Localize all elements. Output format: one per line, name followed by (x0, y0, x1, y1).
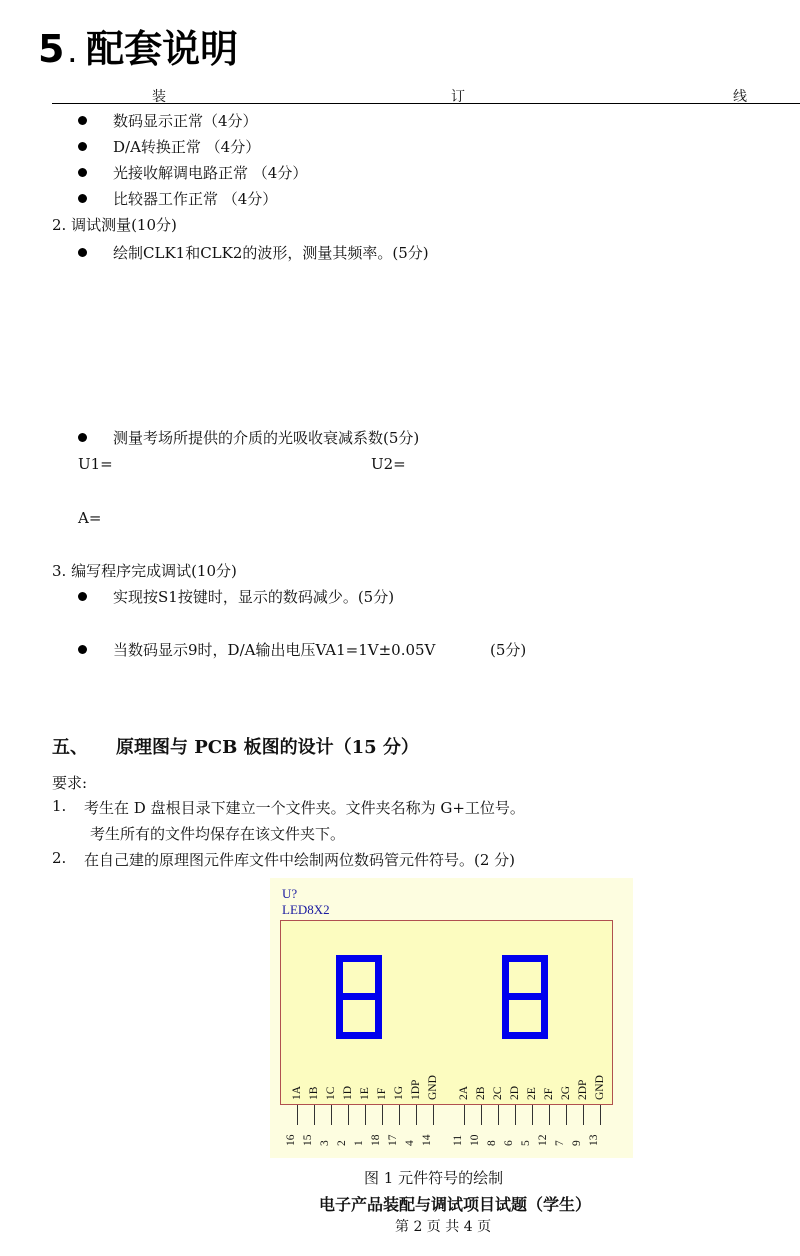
pin-name: GND (427, 1075, 439, 1100)
pin-number: 3 (319, 1140, 331, 1146)
item3-bullet-2: 当数码显示9时，D/A输出电压VA1=1V±0.05V (113, 641, 436, 659)
pin-number: 12 (537, 1134, 549, 1146)
pin-name: 1G (393, 1085, 405, 1100)
seven-segment-digit-1 (336, 955, 382, 1039)
pin-number: 2 (336, 1140, 348, 1146)
pin-name: 1E (359, 1087, 371, 1100)
component-designator: U? (282, 886, 298, 901)
pin-number: 7 (554, 1140, 566, 1146)
pin-number: 11 (452, 1134, 464, 1146)
pin-name: 2B (475, 1086, 487, 1100)
pin-name: 2E (526, 1087, 538, 1100)
requirements-label: 要求: (52, 774, 88, 792)
pin-number: 18 (370, 1134, 382, 1146)
section5-heading (52, 733, 419, 759)
item3-title: 3. 编写程序完成调试(10分) (52, 562, 237, 580)
req2-number: 2. (52, 849, 67, 867)
pin-name: 1B (308, 1086, 320, 1100)
pin-number: 4 (404, 1140, 416, 1146)
pin-name: 2DP (577, 1079, 589, 1100)
pin-name: 2C (492, 1086, 504, 1100)
bullet-icon (78, 645, 87, 654)
bullet-icon (78, 168, 87, 177)
bullet-icon (78, 116, 87, 125)
binding-char-zhuang: 装 (152, 89, 166, 105)
pin-number: 5 (520, 1140, 532, 1146)
pin-number: 13 (588, 1134, 600, 1146)
heading-title: 配套说明 (86, 27, 239, 71)
pin-name: 1C (325, 1086, 337, 1100)
section5-number: 五、 (52, 737, 88, 758)
req1-line1: 考生在 D 盘根目录下建立一个文件夹。文件夹名称为 G+工位号。 (84, 799, 525, 817)
req1-line2: 考生所有的文件均保存在该文件夹下。 (90, 825, 346, 843)
pin-name: 1D (342, 1085, 354, 1100)
pin-number: 17 (387, 1134, 399, 1146)
pin-number: 14 (421, 1134, 433, 1146)
component-part-name: LED8X2 (282, 902, 330, 917)
pin-number: 15 (302, 1134, 314, 1146)
pin-name: 1A (291, 1085, 303, 1100)
pin-name: 2D (509, 1085, 521, 1100)
footer-title: 电子产品装配与调试项目试题（学生） (319, 1195, 592, 1214)
req1-number: 1. (52, 797, 67, 815)
pin-number: 9 (571, 1140, 583, 1146)
bullet-icon (78, 142, 87, 151)
bullet-icon (78, 194, 87, 203)
pin-name: 2G (560, 1085, 572, 1100)
section-heading (38, 18, 238, 73)
pin-number: 1 (353, 1140, 365, 1146)
pin-name: 2F (543, 1087, 555, 1100)
item2-bullet-2: 测量考场所提供的介质的光吸收衰减系数(5分) (113, 429, 420, 447)
pin-name: 1DP (410, 1079, 422, 1100)
item3-bullet-1: 实现按S1按键时，显示的数码减少。(5分) (113, 588, 395, 606)
pin-name: GND (594, 1075, 606, 1100)
heading-dot: . (68, 43, 77, 67)
checklist-item: D/A转换正常 （4分） (113, 138, 261, 156)
pin-number: 16 (285, 1134, 297, 1146)
binding-char-xian: 线 (733, 89, 747, 105)
section5-title: 原理图与 PCB 板图的设计（15 分） (116, 737, 419, 758)
pin-name: 1F (376, 1087, 388, 1100)
bullet-icon (78, 592, 87, 601)
heading-number: 5 (38, 27, 65, 71)
binding-char-ding: 订 (451, 89, 465, 105)
checklist-item: 数码显示正常（4分） (113, 112, 258, 130)
pin-number: 6 (503, 1140, 515, 1146)
a-label: A= (78, 509, 102, 527)
checklist-item: 比较器工作正常 （4分） (113, 190, 278, 208)
bullet-icon (78, 248, 87, 257)
binding-line (52, 103, 800, 104)
item3-bullet-2-score: (5分) (490, 641, 527, 659)
item2-bullet-1: 绘制CLK1和CLK2的波形，测量其频率。(5分) (113, 244, 429, 262)
page-number: 第 2 页 共 4 页 (395, 1219, 492, 1235)
seven-segment-digit-2 (502, 955, 548, 1039)
checklist-item: 光接收解调电路正常 （4分） (113, 164, 308, 182)
u2-label: U2= (371, 455, 406, 473)
pin-name: 2A (458, 1085, 470, 1100)
figure-caption: 图 1 元件符号的绘制 (364, 1169, 504, 1187)
pin-number: 10 (469, 1134, 481, 1146)
bullet-icon (78, 433, 87, 442)
pin-number: 8 (486, 1140, 498, 1146)
u1-label: U1= (78, 455, 113, 473)
item2-title: 2. 调试测量(10分) (52, 216, 177, 234)
req2-text: 在自己建的原理图元件库文件中绘制两位数码管元件符号。(2 分) (84, 851, 516, 869)
